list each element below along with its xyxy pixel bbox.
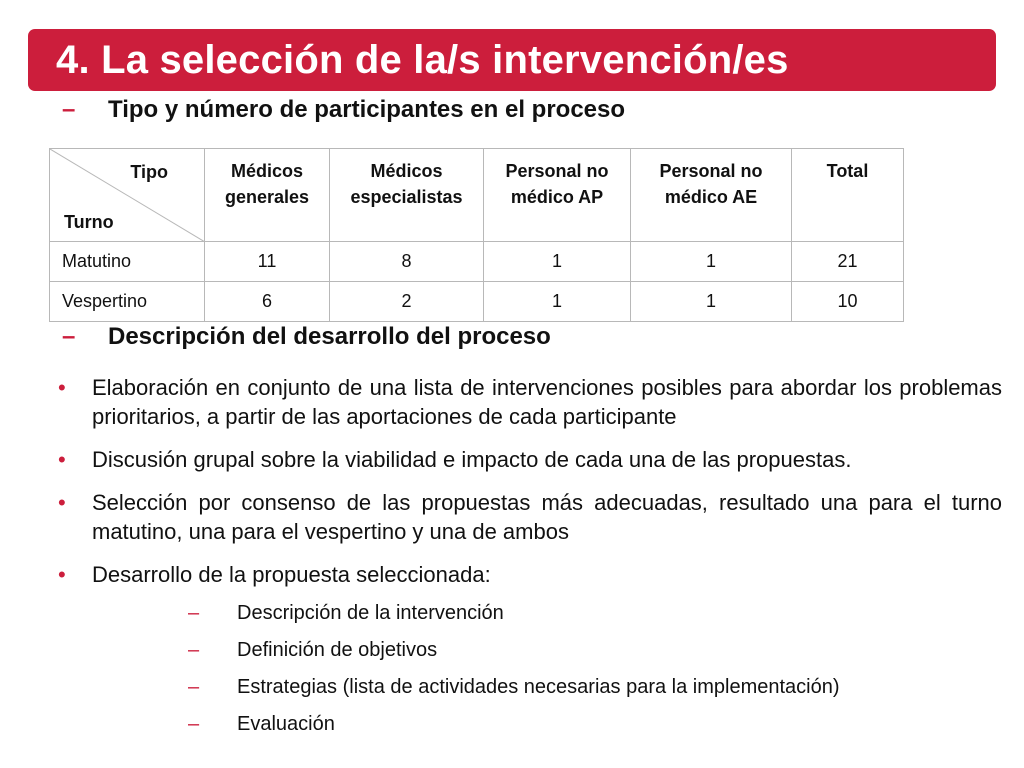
table-cell: 1 xyxy=(484,242,631,282)
participants-table xyxy=(49,148,904,322)
table-corner-cell xyxy=(50,149,205,242)
column-header: Personal no médico AP xyxy=(484,149,631,242)
column-header: Total xyxy=(792,149,904,242)
list-item xyxy=(58,488,1002,546)
dash-marker: – xyxy=(62,323,76,350)
sub-list-item xyxy=(92,632,1002,669)
sub-list-item-text: Definición de objetivos xyxy=(237,639,438,661)
table-cell: 1 xyxy=(484,282,631,322)
development-subitem-list xyxy=(92,595,1002,743)
bullet-marker: • xyxy=(58,447,66,472)
sub-list-item xyxy=(92,706,1002,743)
subheading-process-text: Descripción del desarrollo del proceso xyxy=(108,323,551,350)
list-item-text: Selección por consenso de las propuestas más adecuadas, resultado una para el turno matutino, una para el vespertino y una de ambos xyxy=(92,490,1002,544)
table-cell: 21 xyxy=(792,242,904,282)
subheading-participants xyxy=(62,96,625,124)
dash-marker: – xyxy=(62,96,76,123)
bullet-marker: • xyxy=(58,375,66,400)
column-header: Médicos generales xyxy=(205,149,330,242)
list-item-text: Discusión grupal sobre la viabilidad e impacto de cada una de las propuestas. xyxy=(92,447,852,472)
table-row xyxy=(50,242,904,282)
dash-marker: – xyxy=(188,639,200,661)
list-item-text: Elaboración en conjunto de una lista de intervenciones posibles para abordar los problemas prioritarios, a partir de las aportaciones de cada participante xyxy=(92,375,1002,429)
sub-list-item-text: Estrategias (lista de actividades necesarias para la implementación) xyxy=(237,676,840,698)
corner-turno-label: Turno xyxy=(64,212,114,232)
table-cell: 1 xyxy=(631,282,792,322)
sub-list-item xyxy=(92,669,1002,706)
column-header: Personal no médico AE xyxy=(631,149,792,242)
table-cell: 2 xyxy=(330,282,484,322)
list-item xyxy=(58,560,1002,743)
list-item xyxy=(58,373,1002,431)
table-header-row xyxy=(50,149,904,242)
process-bullet-list xyxy=(58,373,1002,757)
table-cell: 6 xyxy=(205,282,330,322)
corner-tipo-label: Tipo xyxy=(130,162,168,182)
row-label: Matutino xyxy=(50,242,205,282)
dash-marker: – xyxy=(188,602,200,624)
sub-list-item-text: Descripción de la intervención xyxy=(237,602,504,624)
subheading-process xyxy=(62,323,551,351)
bullet-marker: • xyxy=(58,562,66,587)
table-cell: 10 xyxy=(792,282,904,322)
dash-marker: – xyxy=(188,713,200,735)
table-cell: 8 xyxy=(330,242,484,282)
row-label: Vespertino xyxy=(50,282,205,322)
title-bar xyxy=(28,29,996,91)
column-header: Médicos especialistas xyxy=(330,149,484,242)
table-cell: 1 xyxy=(631,242,792,282)
bullet-marker: • xyxy=(58,490,66,515)
sub-list-item-text: Evaluación xyxy=(237,713,335,735)
subheading-participants-text: Tipo y número de participantes en el proceso xyxy=(108,96,626,123)
sub-list-item xyxy=(92,595,1002,632)
list-item xyxy=(58,445,1002,474)
slide-title: 4. La selección de la/s intervención/es xyxy=(56,37,789,82)
list-item-text: Desarrollo de la propuesta seleccionada: xyxy=(92,562,491,587)
dash-marker: – xyxy=(188,676,200,698)
table-row xyxy=(50,282,904,322)
table-cell: 11 xyxy=(205,242,330,282)
